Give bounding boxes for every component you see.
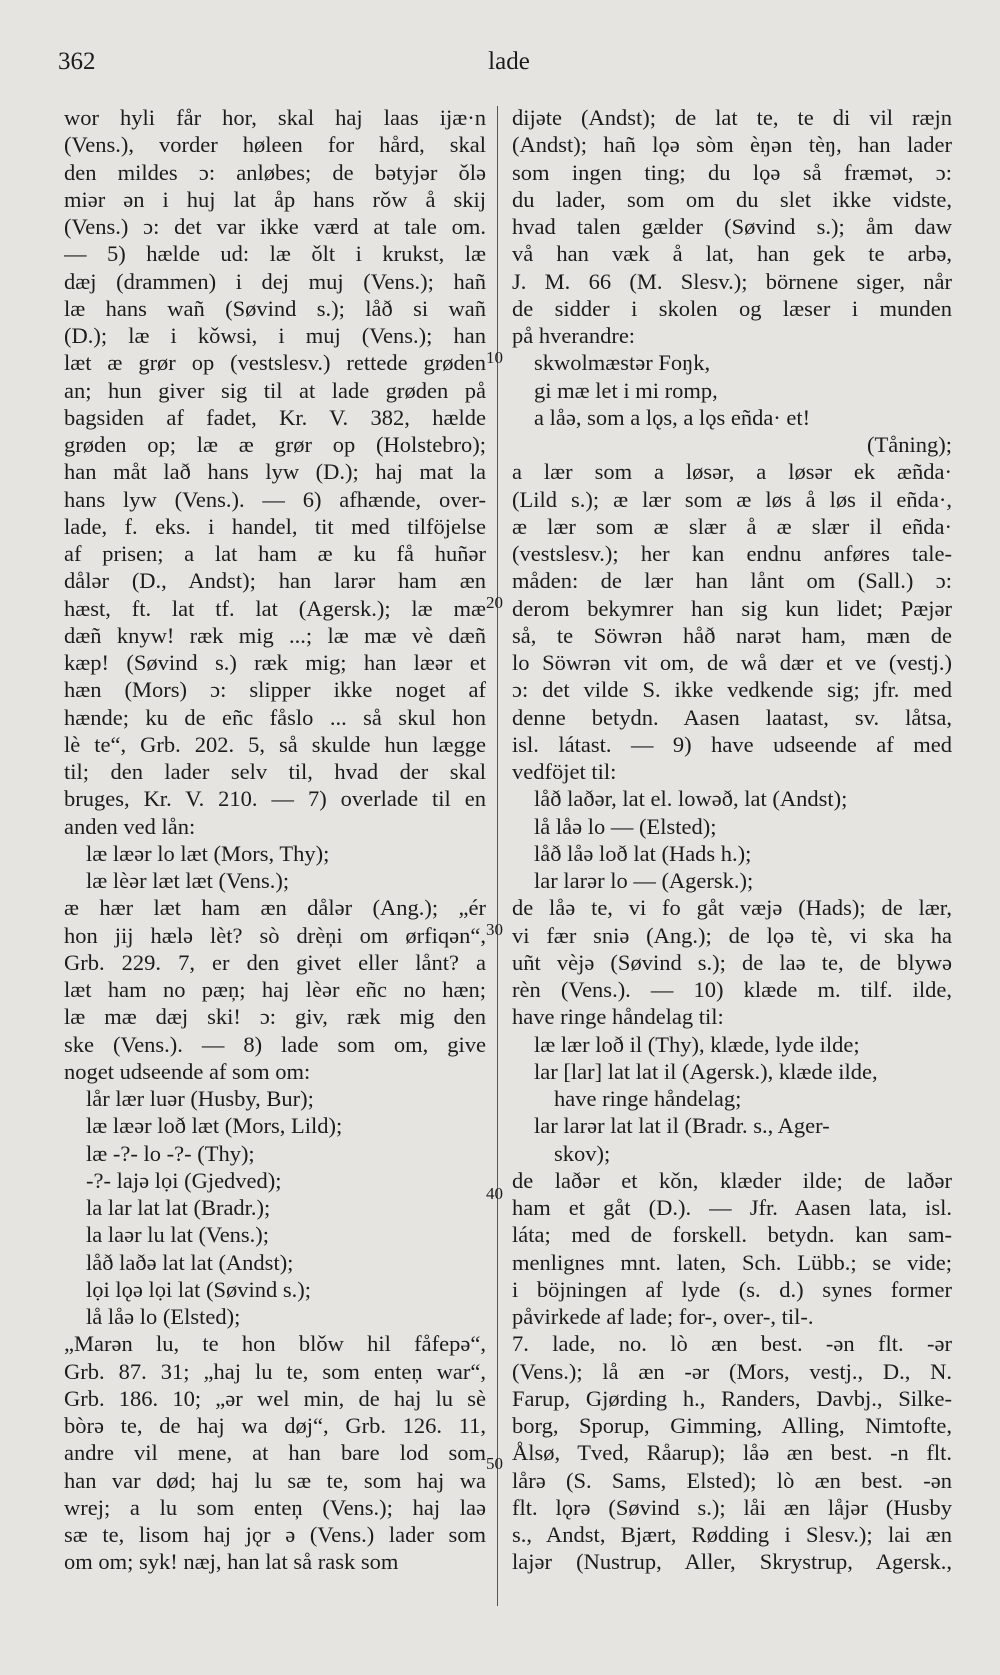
left-column-line: læt æ grør op (vestslesv.) rettede grøden xyxy=(64,350,486,376)
right-column-line: menlignes mnt. laten, Sch. Lübb.; se vide; xyxy=(512,1249,952,1275)
left-column-line: „Marən lu, te hon blǒw hil fåfepə“, xyxy=(64,1331,486,1357)
right-column-line: láta; med de forskell. betydn. kan sam- xyxy=(512,1222,952,1248)
left-column-line: dålər (D., Andst); han larər ham æn xyxy=(64,568,486,594)
right-column-line: lar larər lat lat il (Bradr. s., Ager- xyxy=(534,1113,830,1139)
line-number-10: 10 xyxy=(486,348,503,367)
right-column-line: de laðər et kǒn, klæder ilde; de laðər xyxy=(512,1167,952,1193)
right-column-line: som ingen ting; du lǫə så fræmət, ɔ: xyxy=(512,159,952,185)
left-column-line: han var død; haj lu sæ te, som haj wa xyxy=(64,1467,486,1493)
left-column-line: (Vens.) ɔ: det var ikke værd at tale om. xyxy=(64,214,486,239)
left-column-line: wor hyli får hor, skal haj laas ijæ·n xyxy=(64,105,486,130)
right-column-line: isl. látast. — 9) have udseende af med xyxy=(512,731,952,757)
left-column-line: hans lyw (Vens.). — 6) afhænde, over- xyxy=(64,486,486,512)
left-column-line: af prisen; a lat ham æ ku få huñər xyxy=(64,541,486,566)
left-column-line: grøden op; læ æ grør op (Holstebro); xyxy=(64,432,486,457)
right-column-line: vå han væk å lat, han gek te arbə, xyxy=(512,241,952,267)
left-column-line: hænde; ku de eñc fåslo ... så skul hon xyxy=(64,704,486,730)
left-column-line: hon jij hælə lèt? sò drèņi om ørfiqən“, xyxy=(64,922,486,948)
right-column-line: gi mæ let i mi romp, xyxy=(534,377,718,403)
right-column-line: uñt vèjə (Søvind s.); de laə te, de blywə xyxy=(512,949,952,975)
left-column-line: læ lèər læt læt (Vens.); xyxy=(86,868,290,893)
right-column-line: påvirkede af lade; for-, over-, til-. xyxy=(512,1304,814,1329)
running-head: lade xyxy=(488,48,530,75)
left-column-line: om om; syk! næj, han lat så rask som xyxy=(64,1549,399,1575)
left-column-line: hæn (Mors) ɔ: slipper ikke noget af xyxy=(64,677,486,703)
left-column-line: — 5) hælde ud: læ ǒlt i krukst, læ xyxy=(64,241,486,267)
left-column-line: læt ham no pæņ; haj lèər eñc no hæn; xyxy=(64,977,486,1002)
left-column-line: han måt lað hans lyw (D.); haj mat la xyxy=(64,459,486,485)
left-column-line: lade, f. eks. i handel, tit med tilföjelse xyxy=(64,513,486,539)
right-column-line: låð låə loð lat (Hads h.); xyxy=(534,840,752,866)
right-column-line: så, te Söwrən håð narət ham, mæn de xyxy=(512,622,952,648)
right-column-line: s., Andst, Bjært, Rødding i Slesv.); lai æn xyxy=(512,1522,952,1547)
left-column-line: ske (Vens.). — 8) lade som om, give xyxy=(64,1031,486,1057)
right-column-line: J. M. 66 (M. Slesv.); börnene siger, når xyxy=(512,268,952,294)
right-column-line: derom bekymrer han sig kun lidet; Pæjər xyxy=(512,595,952,621)
right-column-line: ɔ: det vilde S. ikke vedkende sig; jfr. med xyxy=(512,677,952,703)
left-column-line: lå låə lo (Elsted); xyxy=(86,1304,241,1329)
right-column-line: denne betydn. Aasen laatast, sv. låtsa, xyxy=(512,704,952,730)
left-column-line: dæj (drammen) i dej muj (Vens.); hañ xyxy=(64,268,486,294)
left-column-line: kæp! (Søvind s.) ræk mig; han læər et xyxy=(64,650,486,675)
left-column-line: bòrə te, de haj wa døj“, Grb. 126. 11, xyxy=(64,1413,486,1438)
left-column-line: lår lær luər (Husby, Bur); xyxy=(86,1086,314,1111)
right-column-line: (Tåning); xyxy=(867,432,952,457)
left-column-line: la laər lu lat (Vens.); xyxy=(86,1222,270,1248)
right-column-line: på hverandre: xyxy=(512,323,636,348)
right-column-line: skwolmæstər Foŋk, xyxy=(534,350,711,376)
right-column-line: ham et gåt (D.). — Jfr. Aasen lata, isl. xyxy=(512,1195,952,1220)
left-column-line: Grb. 87. 31; „haj lu te, som enteņ war“, xyxy=(64,1358,486,1384)
right-column-line: læ lær loð il (Thy), klæde, lyde ilde; xyxy=(534,1031,860,1057)
line-number-40: 40 xyxy=(486,1184,503,1203)
left-column-line: -?- lajə lọi (Gjedved); xyxy=(86,1167,282,1193)
left-column-line: hæst, ft. lat tf. lat (Agersk.); læ mæ xyxy=(64,595,486,621)
left-column-line: an; hun giver sig til at lade grøden på xyxy=(64,377,486,403)
left-column-line: (Vens.), vorder høleen for hård, skal xyxy=(64,132,486,158)
left-column-line: læ mæ dæj ski! ɔ: giv, ræk mig den xyxy=(64,1004,486,1030)
right-column-line: (Andst); hañ lǫə sòm èŋən tèŋ, han lader xyxy=(512,132,952,158)
right-column-line: lo Söwrən vit om, de wå dær et ve (vestj.) xyxy=(512,650,952,675)
left-column-line: læ hans wañ (Søvind s.); låð si wañ xyxy=(64,295,486,321)
right-column-line: a lær som a løsər, a løsər ek æñda· xyxy=(512,459,952,485)
left-column-line: lọi lǫə lọi lat (Søvind s.); xyxy=(86,1276,311,1302)
right-column-line: have ringe håndelag; xyxy=(554,1086,742,1111)
right-column-line: (Vens.); lå æn -ər (Mors, vestj., D., N. xyxy=(512,1358,952,1384)
left-column-line: låð laðə lat lat (Andst); xyxy=(86,1249,294,1275)
left-column-line: bagsiden af fadet, Kr. V. 382, hælde xyxy=(64,404,486,430)
right-column xyxy=(512,104,952,1576)
page-number: 362 xyxy=(58,48,96,75)
left-column-line: bruges, Kr. V. 210. — 7) overlade til en xyxy=(64,786,486,812)
left-column-line: Grb. 229. 7, er den givet eller lånt? a xyxy=(64,949,486,975)
right-column-line: (vestslesv.); her kan endnu anføres tale- xyxy=(512,541,952,566)
left-column-line: til; den lader selv til, hvad der skal xyxy=(64,759,486,784)
right-column-line: hvad talen gælder (Søvind s.); åm daw xyxy=(512,214,952,239)
right-column-line: Ålsø, Tved, Råarup); låə æn best. -n flt. xyxy=(512,1440,952,1466)
right-column-line: vedföjet til: xyxy=(512,759,617,784)
left-column-line: læ læər lo læt (Mors, Thy); xyxy=(86,840,330,866)
right-column-line: de låə te, vi fo gåt væjə (Hads); de lær, xyxy=(512,895,952,921)
right-column-line: lajər (Nustrup, Aller, Skrystrup, Agersk., xyxy=(512,1549,952,1575)
left-column-line: læ læər loð læt (Mors, Lild); xyxy=(86,1113,343,1139)
right-column-line: flt. lǫrə (Søvind s.); låi æn låjər (Husby xyxy=(512,1494,952,1520)
right-column-line: de sidder i skolen og læser i munden xyxy=(512,295,952,321)
line-number-50: 50 xyxy=(486,1454,503,1473)
left-column-line: dæñ knyw! ræk mig ...; læ mæ vè dæñ xyxy=(64,622,486,648)
right-column-line: i böjningen af lyde (s. d.) synes former xyxy=(512,1276,952,1302)
line-number-30: 30 xyxy=(486,920,503,939)
right-column-line: du lader, som om du slet ikke vidste, xyxy=(512,186,952,212)
right-column-line: have ringe håndelag til: xyxy=(512,1004,724,1030)
left-column-line: anden ved lån: xyxy=(64,813,196,839)
left-column-line: miər ən i huj lat åp hans rǒw å skij xyxy=(64,186,486,212)
page-header xyxy=(58,48,960,88)
left-column-line: læ -?- lo -?- (Thy); xyxy=(86,1140,255,1166)
left-column xyxy=(64,104,486,1576)
right-column-line: skov); xyxy=(554,1140,611,1166)
left-column-line: wrej; a lu som enteņ (Vens.); haj laə xyxy=(64,1494,486,1520)
right-column-line: (Lild s.); æ lær som æ løs å løs il eñda·, xyxy=(512,486,952,512)
right-column-line: borg, Sporup, Gimming, Alling, Nimtofte, xyxy=(512,1413,952,1438)
right-column-line: lårə (S. Sams, Elsted); lò æn best. -ən xyxy=(512,1467,952,1493)
right-column-line: a låə, som a lǫs, a lǫs eñda· et! xyxy=(534,404,811,430)
left-column-line: (D.); læ i kǒwsi, i muj (Vens.); han xyxy=(64,323,486,348)
left-column-line: den mildes ɔ: anløbes; de bətyjər ǒlə xyxy=(64,159,486,185)
left-column-line: lè te“, Grb. 202. 5, så skulde hun lægge xyxy=(64,731,486,757)
left-column-line: sæ te, lisom haj jǫr ə (Vens.) lader som xyxy=(64,1522,486,1547)
right-column-line: lar larər lo — (Agersk.); xyxy=(534,868,754,893)
column-divider xyxy=(497,106,498,1606)
left-column-line: æ hær læt ham æn dålər (Ang.); „ér xyxy=(64,895,486,921)
right-column-line: Farup, Gjørding h., Randers, Davbj., Silke- xyxy=(512,1385,952,1411)
right-column-line: æ lær som æ slær å æ slær il eñda· xyxy=(512,513,952,539)
right-column-line: rèn (Vens.). — 10) klæde m. tilf. ilde, xyxy=(512,977,952,1002)
left-column-line: la lar lat lat (Bradr.); xyxy=(86,1195,271,1220)
right-column-line: 7. lade, no. lò æn best. -ən flt. -ər xyxy=(512,1331,952,1357)
right-column-line: dijəte (Andst); de lat te, te di vil ræjn xyxy=(512,105,952,130)
left-column-line: Grb. 186. 10; „ər wel min, de haj lu sè xyxy=(64,1385,486,1411)
line-number-20: 20 xyxy=(486,593,503,612)
left-column-line: noget udseende af som om: xyxy=(64,1058,311,1084)
right-column-line: lå låə lo — (Elsted); xyxy=(534,813,717,839)
left-column-line: andre vil mene, at han bare lod som xyxy=(64,1440,486,1466)
right-column-line: vi fær sniə (Ang.); de lǫə tè, vi ska ha xyxy=(512,922,952,948)
right-column-line: lar [lar] lat lat il (Agersk.), klæde ilde, xyxy=(534,1058,878,1084)
right-column-line: måden: de lær han lånt om (Sall.) ɔ: xyxy=(512,568,952,594)
right-column-line: låð laðər, lat el. lowəð, lat (Andst); xyxy=(534,786,848,812)
